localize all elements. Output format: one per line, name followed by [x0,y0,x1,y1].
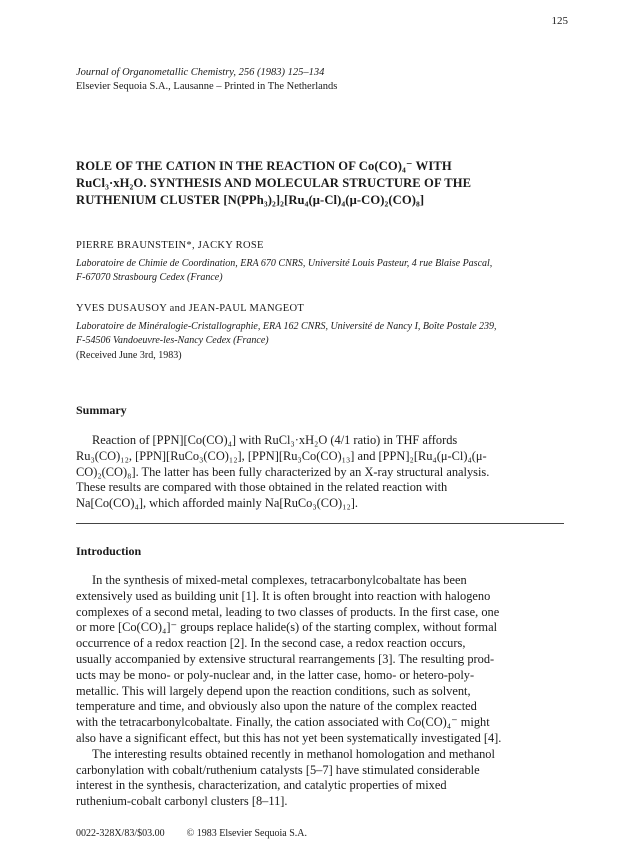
issn-price-code: 0022-328X/83/$03.00 [76,828,165,839]
received-date: (Received June 3rd, 1983) [76,350,182,361]
footer [76,828,307,839]
title-line-2: RuCl₃·xH₂O. SYNTHESIS AND MOLECULAR STRUCTURE OF THE [76,176,472,190]
summary-paragraph [76,433,556,512]
affiliation-2-line-1: Laboratoire de Minéralogie-Cristallographie, ERA 162 CNRS, Université de Nancy I, Boîte Postale 239, [76,321,497,332]
introduction-line: usually accompanied by extensive structural rearrangements [3]. The resulting prod- [76,651,495,666]
affiliation-2-line-2: F-54506 Vandoeuvre-les-Nancy Cedex (France) [76,335,269,346]
journal-citation-line: Journal of Organometallic Chemistry, 256 (1983) 125–134 [76,67,325,78]
authors-group-2: YVES DUSAUSOY and JEAN-PAUL MANGEOT [76,303,305,314]
introduction-line: metallic. This will largely depend upon the reaction conditions, such as solvent, [76,683,471,698]
copyright-notice: © 1983 Elsevier Sequoia S.A. [186,828,307,839]
introduction-line: with the tetracarbonylcobaltate. Finally, the cation associated with Co(CO)₄⁻ might [76,715,490,730]
introduction-line: In the synthesis of mixed-metal complexes, tetracarbonylcobaltate has been [92,573,467,587]
introduction-line: interest in the synthesis, characterization, and catalytic properties of mixed [76,778,447,793]
introduction-line: extensively used as building unit [1]. It is often brought into reaction with halogeno [76,588,491,603]
authors-group-1: PIERRE BRAUNSTEIN*, JACKY ROSE [76,240,264,251]
publisher-line: Elsevier Sequoia S.A., Lausanne – Printed in The Netherlands [76,81,338,92]
summary-line: CO)₂(CO)₈]. The latter has been fully characterized by an X-ray structural analysis. [76,464,490,479]
introduction-line: ucts may be mono- or poly-nuclear and, in the latter case, homo- or hetero-poly- [76,667,475,682]
affiliation-1 [76,257,560,285]
introduction-line: complexes of a second metal, leading to two classes of products. In the first case, one [76,604,500,619]
page-number: 125 [551,15,568,27]
article-title [76,158,556,209]
introduction-line: carbonylation with cobalt/ruthenium catalysts [5–7] have stimulated considerable [76,762,480,777]
introduction-heading: Introduction [76,544,142,558]
introduction-line: temperature and time, and obviously also upon the nature of the complex reacted [76,699,477,714]
introduction-paragraph [76,573,556,810]
summary-heading: Summary [76,403,127,417]
summary-line: Ru₃(CO)₁₂, [PPN][RuCo₃(CO)₁₂], [PPN][Ru₃Co(CO)₁₃] and [PPN]₂[Ru₄(μ-Cl)₄(μ- [76,448,487,463]
summary-line: Reaction of [PPN][Co(CO)₄] with RuCl₃·xH₂O (4/1 ratio) in THF affords [92,433,458,447]
affiliation-2 [76,320,560,348]
affiliation-1-line-1: Laboratoire de Chimie de Coordination, ERA 670 CNRS, Université Louis Pasteur, 4 rue Blaise Pascal, [76,258,493,269]
affiliation-1-line-2: F-67070 Strasbourg Cedex (France) [76,272,223,283]
introduction-line: or more [Co(CO)₄]⁻ groups replace halide(s) of the starting complex, without formal [76,620,498,635]
journal-citation [76,66,337,94]
introduction-line: also have a significant effect, but this has not yet been systematically investigated [4]. [76,730,502,745]
title-line-1: ROLE OF THE CATION IN THE REACTION OF Co(CO)₄⁻ WITH [76,159,452,173]
introduction-line: The interesting results obtained recently in methanol homologation and methanol [92,746,495,761]
title-line-3: RUTHENIUM CLUSTER [N(PPh₃)₂]₂[Ru₄(μ-Cl)₄(μ-CO)₂(CO)₈] [76,193,425,207]
summary-line: These results are compared with those obtained in the related reaction with [76,480,448,495]
summary-line: Na[Co(CO)₄], which afforded mainly Na[RuCo₃(CO)₁₂]. [76,496,359,511]
introduction-line: ruthenium-cobalt carbonyl clusters [8–11]. [76,794,288,809]
section-divider [76,523,564,524]
introduction-line: occurrence of a redox reaction [2]. In the second case, a redox reaction occurs, [76,636,466,651]
